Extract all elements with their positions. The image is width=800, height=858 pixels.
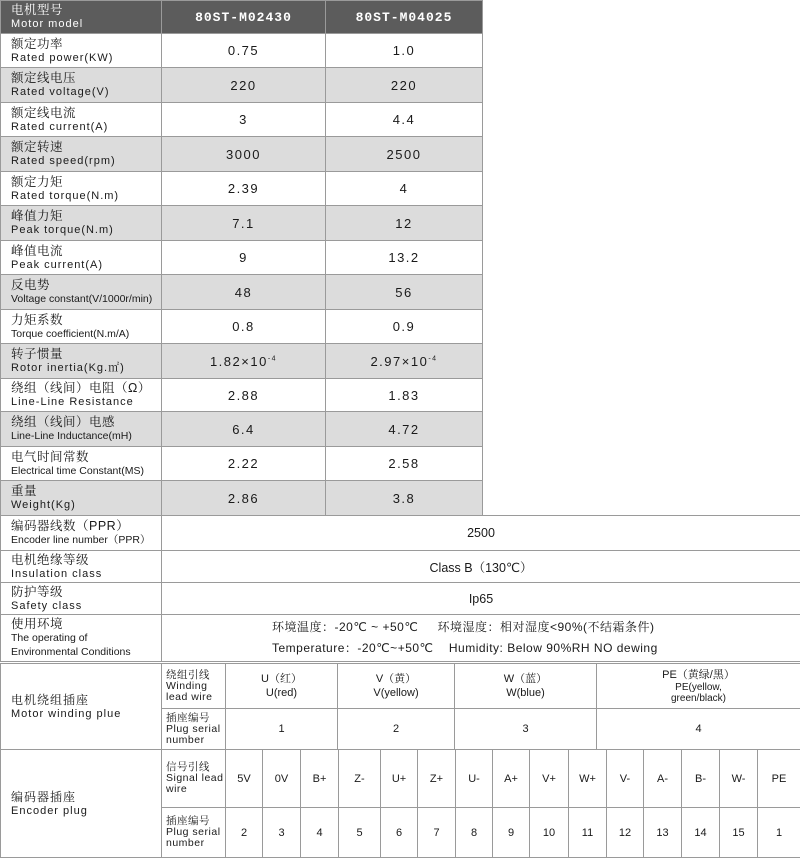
value-model-b: 0.9 bbox=[326, 310, 483, 344]
header-row bbox=[1, 1, 800, 34]
blank-cell bbox=[483, 447, 800, 481]
environment-row bbox=[1, 615, 800, 662]
encoder-plug-label-cn: 编码器插座 bbox=[11, 790, 161, 804]
encoder-signal-cell: Z- bbox=[339, 750, 381, 808]
value-model-b: 4.4 bbox=[326, 103, 483, 137]
model-label-cn: 电机型号 bbox=[11, 3, 161, 17]
spec-label-en: Rated torque(N.m) bbox=[11, 189, 161, 203]
encoder-number-cell: 10 bbox=[530, 808, 569, 858]
spec-label bbox=[1, 68, 162, 103]
spec-row bbox=[1, 447, 800, 481]
spec-row bbox=[1, 275, 800, 310]
spec-label-en: Line-Line Inductance(mH) bbox=[11, 429, 161, 443]
spec-label-cn: 峰值电流 bbox=[11, 244, 161, 258]
encoder-lines-cn: 编码器线数（PPR） bbox=[11, 519, 161, 533]
safety-value: Ip65 bbox=[162, 583, 800, 615]
environment-en2: Environmental Conditions bbox=[11, 645, 161, 659]
spec-label bbox=[1, 310, 162, 344]
spec-label bbox=[1, 172, 162, 206]
environment-en1: The operating of bbox=[11, 631, 161, 645]
encoder-number-cell: 13 bbox=[644, 808, 682, 858]
spec-label-en: Voltage constant(V/1000r/min) bbox=[11, 292, 161, 306]
encoder-plug-label-en: Encoder plug bbox=[11, 804, 161, 818]
encoder-signal-cell: PE bbox=[758, 750, 800, 808]
spec-label bbox=[1, 344, 162, 379]
encoder-number-cell: 1 bbox=[758, 808, 800, 858]
value-model-a: 48 bbox=[162, 275, 326, 310]
spec-label-cn: 额定转速 bbox=[11, 140, 161, 154]
spec-row bbox=[1, 103, 800, 137]
spec-row bbox=[1, 412, 800, 447]
value-model-a: 3000 bbox=[162, 137, 326, 172]
spec-row bbox=[1, 344, 800, 379]
winding-lead-cn: 绕组引线 bbox=[166, 670, 225, 681]
encoder-number-cell: 4 bbox=[301, 808, 339, 858]
winding-plug-label-cn: 电机绕组插座 bbox=[11, 693, 161, 707]
spec-label bbox=[1, 481, 162, 516]
safety-en: Safety class bbox=[11, 599, 161, 613]
value-model-a: 7.1 bbox=[162, 206, 326, 241]
encoder-signal-cell: V- bbox=[607, 750, 644, 808]
spec-row bbox=[1, 379, 800, 412]
spec-label-cn: 额定力矩 bbox=[11, 175, 161, 189]
winding-num-v: 2 bbox=[338, 709, 455, 750]
spec-label-cn: 额定线电压 bbox=[11, 71, 161, 85]
encoder-signal-cell: 0V bbox=[263, 750, 301, 808]
insulation-en: Insulation class bbox=[11, 567, 161, 581]
value-model-a: 3 bbox=[162, 103, 326, 137]
spec-label-cn: 反电势 bbox=[11, 278, 161, 292]
value-model-a: 2.86 bbox=[162, 481, 326, 516]
model-label-cell bbox=[1, 1, 162, 34]
model-label-en: Motor model bbox=[11, 17, 161, 31]
spec-row bbox=[1, 310, 800, 344]
spec-label-en: Rated power(KW) bbox=[11, 51, 161, 65]
blank-cell bbox=[483, 275, 800, 310]
value-model-b: 13.2 bbox=[326, 241, 483, 275]
encoder-signal-cell: A+ bbox=[493, 750, 530, 808]
value-model-a: 0.75 bbox=[162, 34, 326, 68]
spec-label-en: Rotor inertia(Kg.㎡) bbox=[11, 361, 161, 375]
blank-cell bbox=[483, 68, 800, 103]
spec-label-en: Electrical time Constant(MS) bbox=[11, 464, 161, 478]
winding-num-u: 1 bbox=[226, 709, 338, 750]
encoder-number-cell: 6 bbox=[381, 808, 418, 858]
spec-label-en: Rated voltage(V) bbox=[11, 85, 161, 99]
winding-plug-label bbox=[1, 664, 162, 750]
spec-label bbox=[1, 206, 162, 241]
environment-value bbox=[162, 615, 800, 662]
encoder-lines-en: Encoder line number（PPR） bbox=[11, 533, 161, 547]
encoder-lines-row bbox=[1, 516, 800, 551]
value-model-b: 56 bbox=[326, 275, 483, 310]
environment-line-cn: 环境温度：-20℃ ~ +50℃ 环境湿度：相对湿度<90%(不结霜条件) bbox=[272, 617, 800, 638]
safety-cn: 防护等级 bbox=[11, 585, 161, 599]
spec-label-cn: 重量 bbox=[11, 484, 161, 498]
spec-label bbox=[1, 275, 162, 310]
value-model-a: 6.4 bbox=[162, 412, 326, 447]
encoder-signal-cell: W- bbox=[720, 750, 758, 808]
value-model-b: 1.0 bbox=[326, 34, 483, 68]
encoder-signal-cell: A- bbox=[644, 750, 682, 808]
value-model-a: 9 bbox=[162, 241, 326, 275]
spec-label bbox=[1, 241, 162, 275]
encoder-plug-table bbox=[0, 749, 800, 858]
winding-pin-v: V（黄） V(yellow) bbox=[338, 664, 455, 709]
environment-line-en: Temperature：-20℃~+50℃ Humidity: Below 90%RH NO dewing bbox=[272, 638, 800, 659]
encoder-signal-cell: V+ bbox=[530, 750, 569, 808]
encoder-number-cell: 15 bbox=[720, 808, 758, 858]
blank-cell bbox=[483, 34, 800, 68]
insulation-cn: 电机绝缘等级 bbox=[11, 553, 161, 567]
blank-cell bbox=[483, 379, 800, 412]
encoder-number-cell: 8 bbox=[456, 808, 493, 858]
encoder-signal-cell: U- bbox=[456, 750, 493, 808]
encoder-plug-label bbox=[1, 750, 162, 858]
encoder-number-cell: 3 bbox=[263, 808, 301, 858]
winding-lead-en1: Winding bbox=[166, 681, 225, 692]
encoder-lines-value: 2500 bbox=[162, 516, 800, 551]
blank-cell bbox=[483, 1, 800, 34]
encoder-number-cell: 2 bbox=[226, 808, 263, 858]
winding-pin-pe: PE（黄绿/黑） PE(yellow, green/black) bbox=[597, 664, 800, 709]
value-model-b: $2.97\times 10^{-4}$ bbox=[326, 344, 483, 379]
encoder-number-cell: 7 bbox=[418, 808, 456, 858]
environment-cn: 使用环境 bbox=[11, 617, 161, 631]
spec-row bbox=[1, 34, 800, 68]
winding-pin-w: W（蓝） W(blue) bbox=[455, 664, 597, 709]
value-model-a: 2.22 bbox=[162, 447, 326, 481]
winding-plug-table bbox=[0, 663, 800, 750]
spec-label bbox=[1, 447, 162, 481]
encoder-number-cell: 12 bbox=[607, 808, 644, 858]
safety-row bbox=[1, 583, 800, 615]
encoder-signal-cell: B- bbox=[682, 750, 720, 808]
winding-pin-u: U（红） U(red) bbox=[226, 664, 338, 709]
value-model-b: 2500 bbox=[326, 137, 483, 172]
spec-label-en: Rated current(A) bbox=[11, 120, 161, 134]
spec-body bbox=[1, 34, 800, 516]
blank-cell bbox=[483, 310, 800, 344]
value-model-a: 0.8 bbox=[162, 310, 326, 344]
spec-label-en: Rated speed(rpm) bbox=[11, 154, 161, 168]
winding-lead-en2: lead wire bbox=[166, 692, 225, 703]
spec-row bbox=[1, 241, 800, 275]
spec-row bbox=[1, 206, 800, 241]
spec-row bbox=[1, 68, 800, 103]
spec-label-cn: 电气时间常数 bbox=[11, 450, 161, 464]
encoder-signal-cell: Z+ bbox=[418, 750, 456, 808]
spec-label bbox=[1, 412, 162, 447]
encoder-signal-cell: 5V bbox=[226, 750, 263, 808]
blank-cell bbox=[483, 481, 800, 516]
winding-lead-label bbox=[162, 664, 226, 709]
value-model-a: 2.39 bbox=[162, 172, 326, 206]
value-model-a: 2.88 bbox=[162, 379, 326, 412]
blank-cell bbox=[483, 137, 800, 172]
encoder-serial-label: 插座编号 Plug serial number bbox=[162, 808, 226, 858]
value-model-b: 220 bbox=[326, 68, 483, 103]
value-model-b: 4 bbox=[326, 172, 483, 206]
spec-label-en: Weight(Kg) bbox=[11, 498, 161, 512]
spec-label-cn: 峰值力矩 bbox=[11, 209, 161, 223]
encoder-number-cell: 5 bbox=[339, 808, 381, 858]
winding-num-w: 3 bbox=[455, 709, 597, 750]
insulation-value: Class B（130℃） bbox=[162, 551, 800, 583]
model-b: 80ST-M04025 bbox=[326, 1, 483, 34]
spec-label-cn: 力矩系数 bbox=[11, 313, 161, 327]
encoder-signal-cell: W+ bbox=[569, 750, 607, 808]
blank-cell bbox=[483, 344, 800, 379]
model-a: 80ST-M02430 bbox=[162, 1, 326, 34]
spec-label-cn: 绕组（线间）电感 bbox=[11, 415, 161, 429]
blank-cell bbox=[483, 241, 800, 275]
winding-num-pe: 4 bbox=[597, 709, 800, 750]
encoder-signal-row bbox=[1, 750, 800, 808]
encoder-number-cell: 9 bbox=[493, 808, 530, 858]
spec-row bbox=[1, 137, 800, 172]
spec-label bbox=[1, 137, 162, 172]
encoder-number-cell: 14 bbox=[682, 808, 720, 858]
spec-label-cn: 绕组（线间）电阻（Ω） bbox=[11, 381, 161, 395]
spec-row bbox=[1, 481, 800, 516]
blank-cell bbox=[483, 206, 800, 241]
value-model-b: 12 bbox=[326, 206, 483, 241]
value-model-b: 4.72 bbox=[326, 412, 483, 447]
winding-serial-label: 插座编号 Plug serial number bbox=[162, 709, 226, 750]
blank-cell bbox=[483, 103, 800, 137]
spec-label-en: Peak current(A) bbox=[11, 258, 161, 272]
winding-plug-label-en: Motor winding plue bbox=[11, 707, 161, 721]
value-model-a: 220 bbox=[162, 68, 326, 103]
value-model-b: 3.8 bbox=[326, 481, 483, 516]
value-model-a: $1.82\times 10^{-4}$ bbox=[162, 344, 326, 379]
encoder-lead-label: 信号引线 Signal lead wire bbox=[162, 750, 226, 808]
spec-label-en: Peak torque(N.m) bbox=[11, 223, 161, 237]
spec-label-cn: 额定线电流 bbox=[11, 106, 161, 120]
insulation-row bbox=[1, 551, 800, 583]
spec-label-en: Line-Line Resistance bbox=[11, 395, 161, 409]
spec-row bbox=[1, 172, 800, 206]
encoder-number-cell: 11 bbox=[569, 808, 607, 858]
spec-label bbox=[1, 379, 162, 412]
spec-label-cn: 转子惯量 bbox=[11, 347, 161, 361]
encoder-signal-cell: U+ bbox=[381, 750, 418, 808]
value-model-b: 2.58 bbox=[326, 447, 483, 481]
blank-cell bbox=[483, 412, 800, 447]
spec-label-cn: 额定功率 bbox=[11, 37, 161, 51]
spec-label bbox=[1, 34, 162, 68]
value-model-b: 1.83 bbox=[326, 379, 483, 412]
spec-label bbox=[1, 103, 162, 137]
spec-label-en: Torque coefficient(N.m/A) bbox=[11, 327, 161, 341]
blank-cell bbox=[483, 172, 800, 206]
encoder-signal-cell: B+ bbox=[301, 750, 339, 808]
